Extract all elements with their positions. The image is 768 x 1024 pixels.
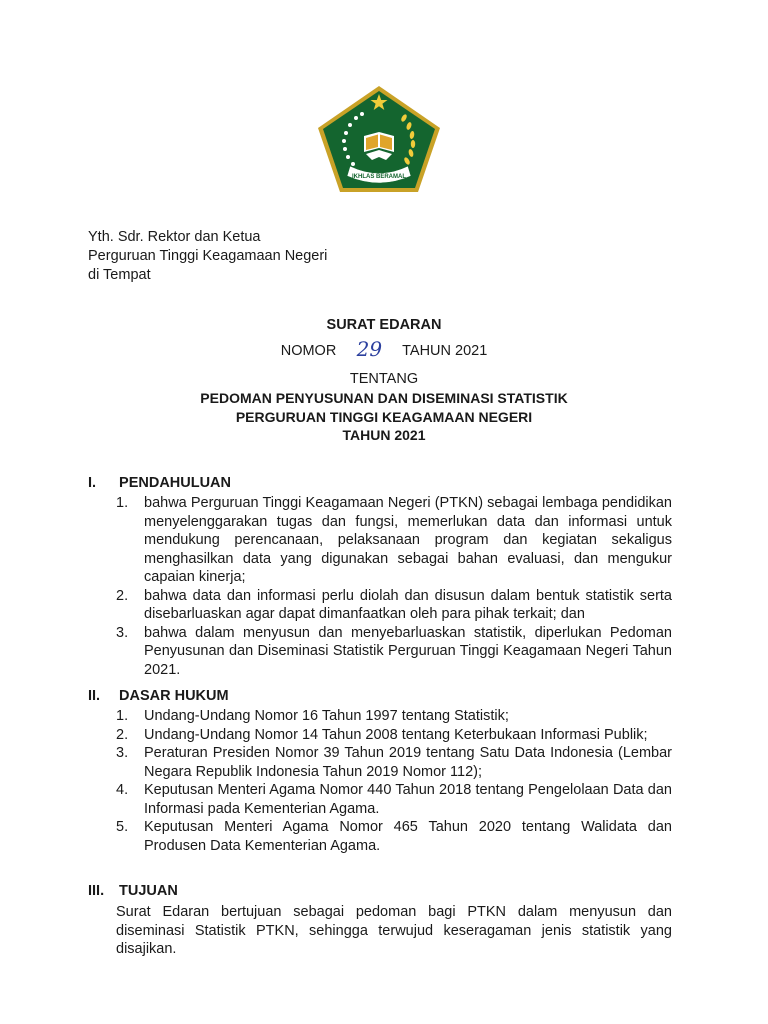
recipient-line-3: di Tempat: [88, 267, 151, 283]
item-text: bahwa dalam menyusun dan menyebarluaskan statistik, diperlukan Pedoman Penyusunan dan Diseminasi Statistik Perguruan Tinggi Keagamaan Negeri Tahun 2021.: [144, 624, 672, 678]
list-item: [116, 818, 672, 855]
nomor-label: NOMOR: [280, 343, 337, 359]
section-numeral: III.: [88, 883, 105, 899]
item-number: 1.: [116, 495, 129, 511]
item-text: Keputusan Menteri Agama Nomor 440 Tahun 2018 tentang Pengelolaan Data dan Informasi pada Kementerian Agama.: [144, 782, 672, 817]
section-numeral: I.: [88, 475, 97, 491]
item-number: 3.: [116, 624, 129, 641]
item-text: Undang-Undang Nomor 14 Tahun 2008 tentang Keterbukaan Informasi Publik;: [144, 726, 648, 743]
ministry-emblem-icon: [316, 84, 442, 194]
pendahuluan-list: [116, 494, 672, 679]
section-title: TUJUAN: [119, 883, 178, 899]
dasar-hukum-list: [116, 707, 672, 855]
item-text: Peraturan Presiden Nomor 39 Tahun 2019 tentang Satu Data Indonesia (Lembar Negara Republik Indonesia Tahun 2019 Nomor 112);: [144, 745, 672, 780]
item-number: 2.: [116, 726, 129, 743]
item-number: 4.: [116, 782, 129, 798]
subject-line-1: PEDOMAN PENYUSUNAN DAN DISEMINASI STATISTIK: [200, 390, 568, 406]
subject-line-2: PERGURUAN TINGGI KEAGAMAAN NEGERI: [235, 408, 533, 425]
document-number-line: [0, 336, 768, 360]
item-number: 2.: [116, 587, 129, 604]
item-text: bahwa Perguruan Tinggi Keagamaan Negeri (PTKN) sebagai lembaga pendidikan menyelenggarakan tugas dan fungsi, memerlukan data dan informasi untuk mendukung perencanaan, pelaksanaan program dan kegiatan sekaligus menghasilkan data yang digunakan sebagai bahan evaluasi, dan mengukur capaian kinerja;: [144, 495, 672, 585]
recipient-line-1: Yth. Sdr. Rektor dan Ketua: [88, 229, 261, 245]
item-number: 5.: [116, 819, 129, 835]
section-heading-dasar-hukum: [88, 688, 229, 704]
list-item: [116, 781, 672, 818]
recipient-address: [88, 228, 327, 285]
document-subject: [0, 389, 768, 445]
logo-banner-text: IKHLAS BERAMAL: [352, 174, 406, 180]
section-title: DASAR HUKUM: [119, 688, 229, 704]
subject-line-3: TAHUN 2021: [342, 427, 426, 443]
document-title: SURAT EDARAN: [326, 317, 442, 333]
item-text: bahwa data dan informasi perlu diolah dan disusun dalam bentuk statistik serta disebarluaskan agar dapat dimanfaatkan oleh para pihak terkait; dan: [144, 587, 672, 622]
list-item: [116, 587, 672, 624]
item-number: 3.: [116, 745, 129, 761]
list-item: [116, 494, 672, 587]
list-item: [116, 726, 672, 745]
list-item: [116, 624, 672, 680]
section-heading-tujuan: [88, 883, 178, 899]
section-numeral: II.: [88, 688, 101, 704]
item-text: Keputusan Menteri Agama Nomor 465 Tahun 2020 tentang Walidata dan Produsen Data Kementerian Agama.: [144, 819, 672, 854]
section-heading-pendahuluan: [88, 475, 231, 491]
kementerian-agama-logo: [316, 84, 442, 194]
section-title: PENDAHULUAN: [119, 475, 232, 491]
tahun-label: TAHUN 2021: [402, 343, 488, 359]
tujuan-paragraph: Surat Edaran bertujuan sebagai pedoman bagi PTKN dalam menyusun dan diseminasi Statistik PTKN, sehingga terwujud keseragaman jenis statistik yang disajikan.: [116, 904, 672, 957]
item-text: Undang-Undang Nomor 16 Tahun 1997 tentang Statistik;: [144, 708, 509, 724]
list-item: [116, 744, 672, 781]
list-item: [116, 707, 672, 726]
nomor-value: 29: [356, 337, 383, 361]
tentang-label: TENTANG: [349, 371, 419, 387]
recipient-line-2: Perguruan Tinggi Keagamaan Negeri: [88, 248, 328, 264]
item-number: 1.: [116, 708, 129, 724]
